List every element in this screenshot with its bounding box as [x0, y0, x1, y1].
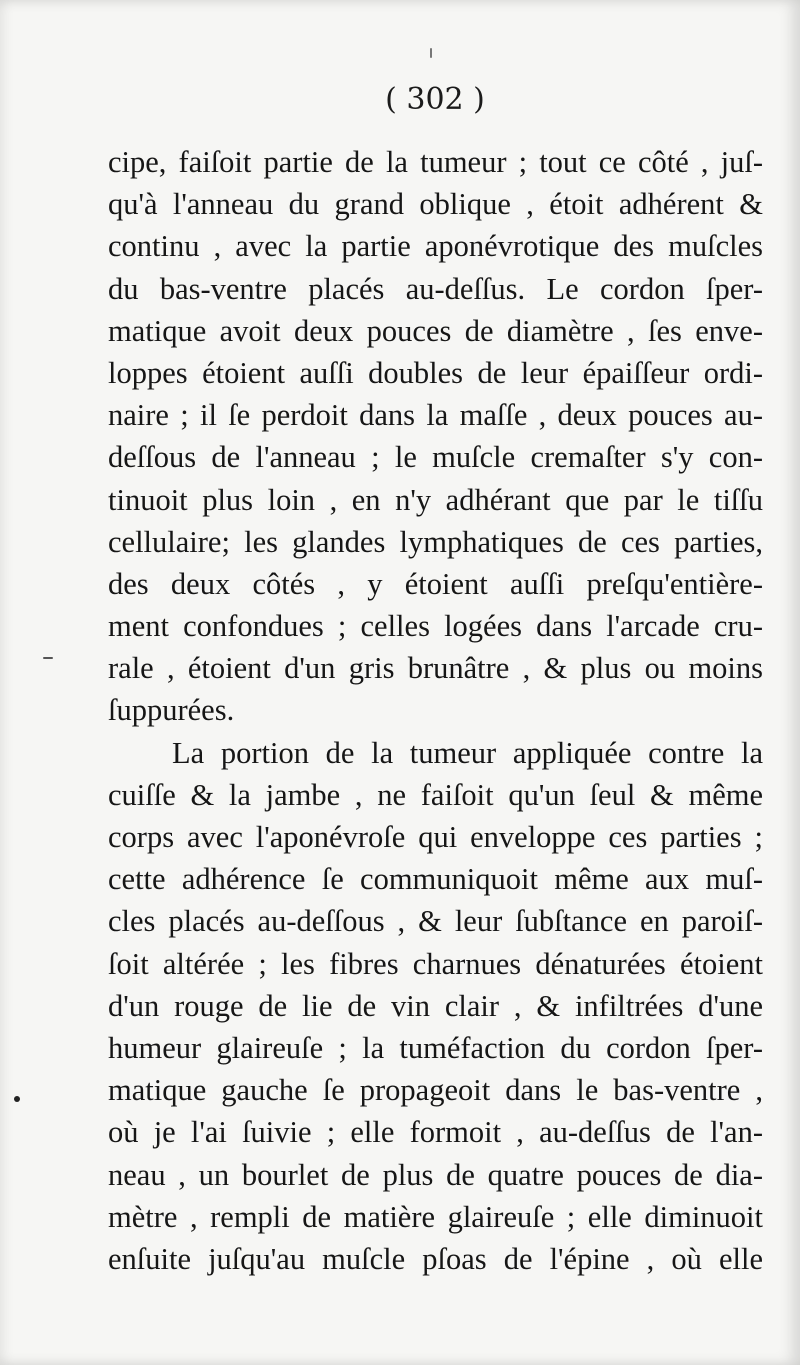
text-line: rale , étoient d'un gris brunâtre , & plus ou moins: [108, 651, 763, 686]
text-line: cellulaire; les glandes lymphatiques de ces parties,: [108, 524, 763, 559]
text-line: ment confondues ; celles logées dans l'arcade cru-: [108, 609, 763, 644]
text-line: du bas-ventre placés au-deſſus. Le cordon ſper-: [108, 271, 763, 306]
text-line: mètre , rempli de matière glaireuſe ; elle diminuoit: [108, 1199, 763, 1234]
text-line: corps avec l'aponévroſe qui enveloppe ces parties ;: [108, 820, 763, 854]
text-line: cette adhérence ſe communiquoit même aux muſ-: [108, 862, 763, 897]
text-line: où je l'ai ſuivie ; elle formoit , au-deſſus de l'an-: [108, 1115, 763, 1150]
text-line: enſuite juſqu'au muſcle pſoas de l'épine , où elle: [108, 1241, 763, 1276]
ink-speck: [14, 1096, 20, 1102]
text-line: tinuoit plus loin , en n'y adhérant que par le tiſſu: [108, 482, 763, 517]
text-line: d'un rouge de lie de vin clair , & infiltrées d'une: [108, 988, 763, 1023]
page-number: ( 302 ): [385, 82, 485, 117]
text-line: matique avoit deux pouces de diamètre , ſes enve-: [108, 313, 763, 348]
text-line: des deux côtés , y étoient auſſi preſqu'entière-: [108, 566, 763, 601]
ink-speck: [43, 657, 53, 659]
text-line: ſoit altérée ; les fibres charnues dénaturées étoient: [108, 946, 763, 981]
text-line: continu , avec la partie aponévrotique des muſcles: [108, 229, 763, 264]
text-line: cles placés au-deſſous , & leur ſubſtance en paroiſ-: [108, 904, 763, 939]
text-line: humeur glaireuſe ; la tuméfaction du cordon ſper-: [108, 1030, 763, 1065]
text-line: matique gauche ſe propageoit dans le bas-ventre ,: [108, 1073, 763, 1108]
text-line: cipe, faiſoit partie de la tumeur ; tout ce côté , juſ-: [108, 145, 763, 179]
text-line: loppes étoient auſſi doubles de leur épaiſſeur ordi-: [108, 355, 763, 390]
paragraph-start-line: La portion de la tumeur appliquée contre la: [172, 735, 763, 770]
text-line: deſſous de l'anneau ; le muſcle cremaſter s'y con-: [108, 440, 763, 475]
text-line: cuiſſe & la jambe , ne faiſoit qu'un ſeul & même: [108, 777, 763, 812]
text-line: neau , un bourlet de plus de quatre pouces de dia-: [108, 1157, 763, 1192]
paragraph-end-line: ſuppurées.: [108, 693, 235, 728]
body-text: [108, 141, 763, 1280]
text-line: naire ; il ſe perdoit dans la maſſe , deux pouces au-: [108, 398, 763, 433]
text-line: qu'à l'anneau du grand oblique , étoit adhérent &: [108, 187, 763, 222]
ink-speck: [430, 48, 432, 58]
